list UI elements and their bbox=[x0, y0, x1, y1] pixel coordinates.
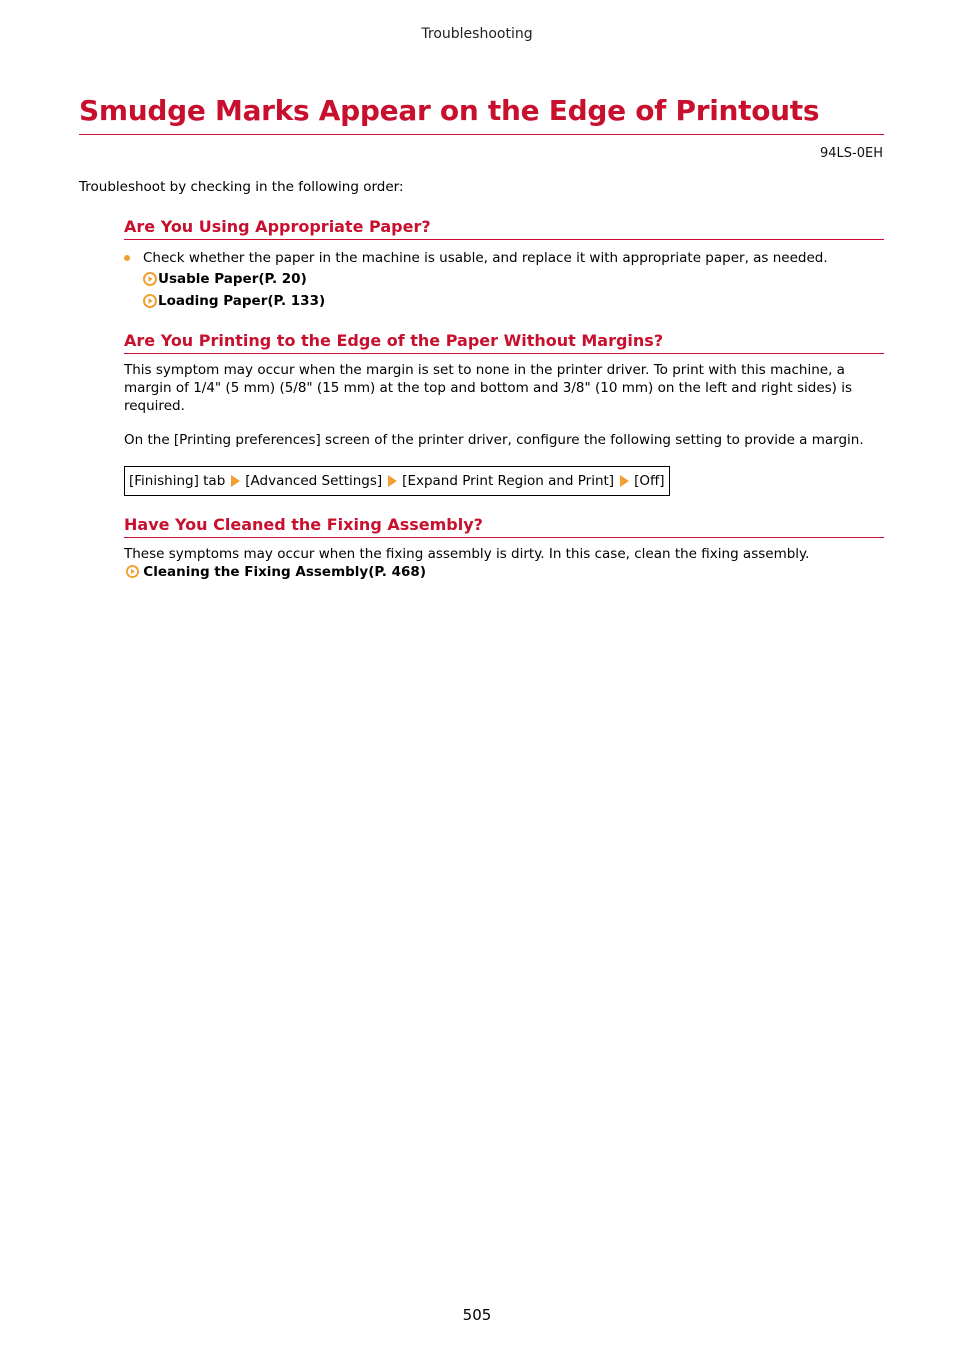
intro-text: Troubleshoot by checking in the following order: bbox=[79, 179, 404, 195]
margin-paragraph: This symptom may occur when the margin is set to none in the printer driver. To print with this machine, a margin of 1/4" (5 mm) (5/8" (15 mm) at the top and bottom and 3/8" (10 mm) on the left and right sides) is required. bbox=[124, 362, 853, 414]
fixing-text: These symptoms may occur when the fixing assembly is dirty. In this case, clean the fixing assembly. bbox=[124, 546, 810, 562]
triangle-arrow-icon bbox=[230, 475, 240, 487]
running-header: Troubleshooting bbox=[421, 26, 533, 42]
setting-step: [Off] bbox=[634, 473, 665, 489]
circle-arrow-icon bbox=[126, 565, 139, 578]
setting-step: [Finishing] tab bbox=[129, 473, 226, 489]
link-label[interactable]: Loading Paper(P. 133) bbox=[158, 293, 326, 309]
section-heading-margins: Are You Printing to the Edge of the Paper Without Margins? bbox=[124, 331, 884, 354]
title-divider bbox=[79, 134, 884, 135]
setting-step: [Advanced Settings] bbox=[245, 473, 383, 489]
link-label[interactable]: Usable Paper(P. 20) bbox=[158, 271, 307, 287]
triangle-arrow-icon bbox=[619, 475, 629, 487]
link-cleaning-fixing-assembly[interactable]: Cleaning the Fixing Assembly(P. 468) bbox=[143, 564, 426, 580]
bullet-text: Check whether the paper in the machine is usable, and replace it with appropriate paper, as needed. bbox=[143, 250, 828, 266]
setting-step: [Expand Print Region and Print] bbox=[402, 473, 615, 489]
circle-arrow-icon bbox=[143, 272, 157, 286]
preferences-paragraph: On the [Printing preferences] screen of the printer driver, configure the following setting to provide a margin. bbox=[124, 432, 864, 448]
page-number: 505 bbox=[462, 1306, 492, 1324]
section-heading-fixing: Have You Cleaned the Fixing Assembly? bbox=[124, 515, 884, 538]
triangle-arrow-icon bbox=[387, 475, 397, 487]
link-usable-paper[interactable] bbox=[143, 270, 307, 288]
setting-path-box bbox=[124, 466, 670, 496]
section-heading-paper: Are You Using Appropriate Paper? bbox=[124, 217, 884, 240]
bullet-dot-icon bbox=[124, 255, 130, 261]
circle-arrow-icon bbox=[143, 294, 157, 308]
link-loading-paper[interactable] bbox=[143, 292, 325, 310]
document-id: 94LS-0EH bbox=[820, 146, 883, 161]
fixing-paragraph bbox=[124, 545, 824, 581]
page-title: Smudge Marks Appear on the Edge of Printouts bbox=[79, 94, 820, 127]
